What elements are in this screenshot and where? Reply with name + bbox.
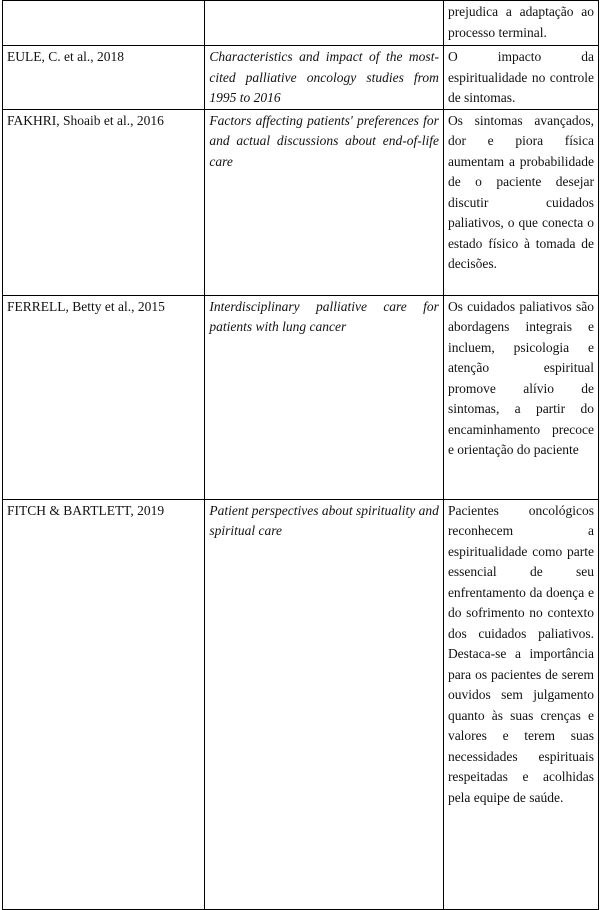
title-cell xyxy=(205,499,444,909)
summary-cell xyxy=(443,295,598,499)
references-table xyxy=(2,0,599,910)
title-cell xyxy=(205,295,444,499)
author-cell xyxy=(3,109,205,295)
author-cell xyxy=(3,499,205,909)
summary-text: prejudica a adaptação ao processo terminal. xyxy=(447,4,594,40)
summary-text: Os sintomas avançados, dor e piora física aumentam a probabilidade de o paciente desejar discutir cuidados paliativos, o que conecta o estado físico à tomada de decisões. xyxy=(447,112,594,271)
table-row xyxy=(3,499,599,909)
title-text: Characteristics and impact of the most-cited palliative oncology studies from 1995 to 2016 xyxy=(209,49,439,105)
author-text: EULE, C. et al., 2018 xyxy=(7,49,124,64)
summary-cell xyxy=(443,1,598,46)
title-text: Factors affecting patients' preferences for and actual discussions about end-of-life care xyxy=(209,112,439,169)
table-row xyxy=(3,1,599,46)
title-text: Patient perspectives about spirituality and spiritual care xyxy=(209,502,439,538)
author-text: FERRELL, Betty et al., 2015 xyxy=(7,298,165,314)
summary-text: Pacientes oncológicos reconhecem a espiritualidade como parte essencial de seu enfrentamento da doença e do sofrimento no contexto dos cuidados paliativos. Destaca-se a importância para os pacientes de serem ouvidos sem julgamento quanto às suas crenças e valores e terem suas necessidades espirituais respeitadas e acolhidas pela equipe de saúde. xyxy=(447,502,594,805)
author-text: FAKHRI, Shoaib et al., 2016 xyxy=(7,112,164,128)
summary-text: Os cuidados paliativos são abordagens integrais e incluem, psicologia e atenção espiritual promove alívio de sintomas, a partir do encaminhamento precoce e orientação do paciente xyxy=(447,298,594,457)
table-row xyxy=(3,46,599,110)
summary-text: O impacto da espiritualidade no controle de sintomas. xyxy=(447,49,594,105)
title-cell xyxy=(205,1,444,46)
author-cell xyxy=(3,1,205,46)
title-text: Interdisciplinary palliative care for patients with lung cancer xyxy=(209,298,439,334)
summary-cell xyxy=(443,109,598,295)
summary-cell xyxy=(443,46,598,110)
table-row xyxy=(3,295,599,499)
author-text: FITCH & BARTLETT, 2019 xyxy=(7,502,165,518)
author-cell xyxy=(3,46,205,110)
author-cell xyxy=(3,295,205,499)
title-cell xyxy=(205,109,444,295)
summary-cell xyxy=(443,499,598,909)
title-cell xyxy=(205,46,444,110)
table-row xyxy=(3,109,599,295)
